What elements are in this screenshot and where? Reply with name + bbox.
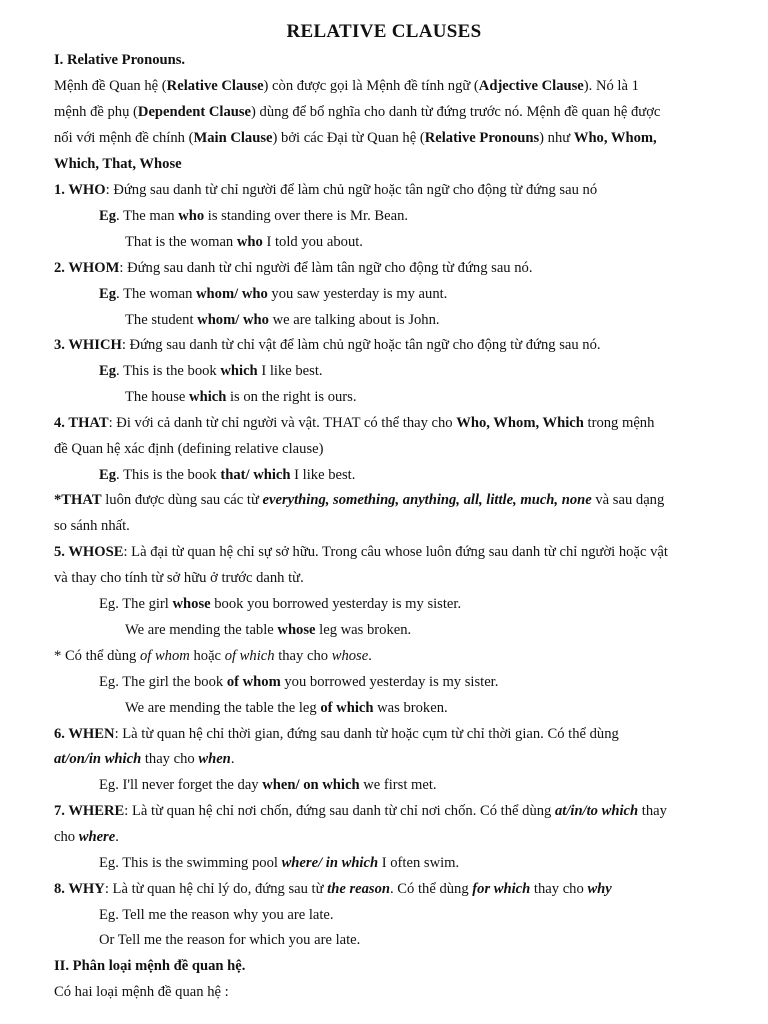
that-note: *THAT luôn được dùng sau các từ everything, something, anything, all, little, much, none và sau dạng: [54, 492, 665, 508]
intro-line: mệnh đề phụ (Dependent Clause) dùng để bổ nghĩa cho danh từ đứng trước nó. Mệnh đề quan hệ được: [54, 104, 661, 120]
example-line: Eg. The woman whom/ who you saw yesterday is my aunt.: [99, 286, 448, 302]
example-line: Eg. The girl whose book you borrowed yesterday is my sister.: [99, 596, 462, 612]
section-intro: Có hai loại mệnh đề quan hệ :: [54, 984, 229, 1000]
example-line: Eg. This is the swimming pool where/ in which I often swim.: [99, 855, 460, 871]
that-note-cont: so sánh nhất.: [54, 518, 130, 534]
example-line: We are mending the table whose leg was broken.: [125, 622, 412, 638]
whose-heading: 5. WHOSE: Là đại từ quan hệ chỉ sự sở hữu. Trong câu whose luôn đứng sau danh từ chỉ người hoặc vật: [54, 544, 668, 560]
example-line: The student whom/ who we are talking about is John.: [125, 312, 440, 328]
that-heading: 4. THAT: Đi với cả danh từ chỉ người và vật. THAT có thể thay cho Who, Whom, Which trong mệnh: [54, 415, 655, 431]
intro-line: Which, That, Whose: [54, 156, 182, 172]
example-line: Eg. Tell me the reason why you are late.: [99, 907, 334, 923]
example-line: Eg. The girl the book of whom you borrowed yesterday is my sister.: [99, 674, 499, 690]
whom-heading: 2. WHOM: Đứng sau danh từ chỉ người để làm tân ngữ cho động từ đứng sau nó.: [54, 260, 533, 276]
where-heading: 7. WHERE: Là từ quan hệ chỉ nơi chốn, đứng sau danh từ chỉ nơi chốn. Có thể dùng at/in/to which thay: [54, 803, 667, 819]
example-line: Eg. The man who is standing over there is Mr. Bean.: [99, 208, 409, 224]
example-line: That is the woman who I told you about.: [125, 234, 363, 250]
when-heading: 6. WHEN: Là từ quan hệ chỉ thời gian, đứng sau danh từ hoặc cụm từ chỉ thời gian. Có thể dùng: [54, 726, 619, 742]
that-heading-cont: đề Quan hệ xác định (defining relative clause): [54, 441, 324, 457]
where-heading-cont: cho where.: [54, 829, 119, 845]
whose-note: * Có thể dùng of whom hoặc of which thay cho whose.: [54, 648, 372, 664]
example-line: Eg. This is the book that/ which I like best.: [99, 467, 356, 483]
when-heading-cont: at/on/in which thay cho when.: [54, 751, 235, 767]
page-title: RELATIVE CLAUSES: [286, 21, 482, 42]
who-heading: 1. WHO: Đứng sau danh từ chỉ người để làm chủ ngữ hoặc tân ngữ cho động từ đứng sau nó: [54, 182, 598, 198]
example-line: Or Tell me the reason for which you are late.: [99, 932, 361, 948]
intro-line: nối với mệnh đề chính (Main Clause) bởi các Đại từ Quan hệ (Relative Pronouns) như Who, Whom,: [54, 130, 657, 146]
section-heading: II. Phân loại mệnh đề quan hệ.: [54, 958, 246, 974]
section-heading: I. Relative Pronouns.: [54, 52, 186, 68]
example-line: The house which is on the right is ours.: [125, 389, 357, 405]
why-heading: 8. WHY: Là từ quan hệ chỉ lý do, đứng sau từ the reason. Có thể dùng for which thay cho why: [54, 881, 612, 897]
example-line: Eg. I'll never forget the day when/ on which we first met.: [99, 777, 437, 793]
example-line: Eg. This is the book which I like best.: [99, 363, 323, 379]
intro-line: Mệnh đề Quan hệ (Relative Clause) còn được gọi là Mệnh đề tính ngữ (Adjective Clause). Nó là 1: [54, 78, 639, 94]
which-heading: 3. WHICH: Đứng sau danh từ chỉ vật để làm chủ ngữ hoặc tân ngữ cho động từ đứng sau nó.: [54, 337, 601, 353]
example-line: We are mending the table the leg of which was broken.: [125, 700, 448, 716]
whose-heading-cont: và thay cho tính từ sở hữu ở trước danh từ.: [54, 570, 304, 586]
